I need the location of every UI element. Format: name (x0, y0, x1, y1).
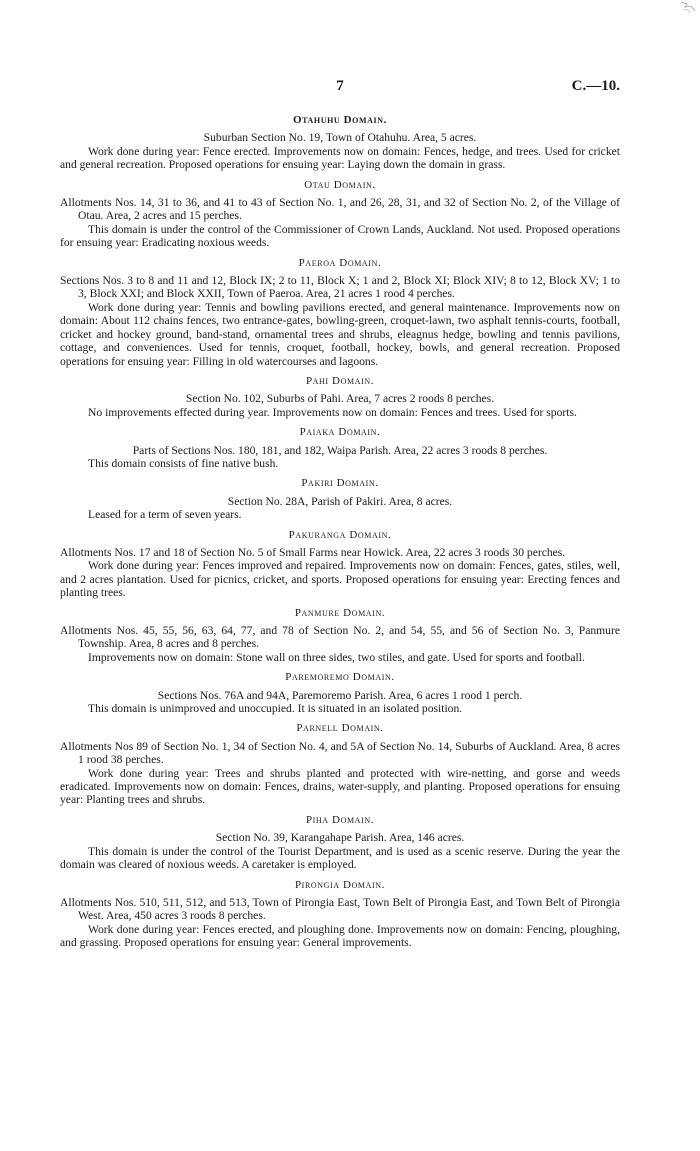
domain-section-pakiri (60, 477, 620, 521)
section-description: Parts of Sections Nos. 180, 181, and 182, Waipa Parish. Area, 22 acres 3 roods 8 perches. (132, 443, 548, 457)
domain-section-panmure (60, 607, 620, 665)
section-description: Allotments Nos. 510, 511, 512, and 513, Town of Pirongia East, Town Belt of Pirongia East, and Town Belt of Pirongia West. Area, 450 acres 3 roods 8 perches. (60, 895, 620, 923)
section-title: Paremoremo Domain. (285, 671, 395, 684)
section-title: Pahi Domain. (305, 374, 375, 387)
section-description: Allotments Nos. 45, 55, 56, 63, 64, 77, and 78 of Section No. 2, and 54, 55, and 56 of Section No. 3, Panmure Township. Area, 8 acres and 8 perches. (60, 624, 620, 651)
section-paragraph: No improvements effected during year. Improvements now on domain: Fences and trees. Used for sports. (88, 405, 577, 419)
domain-section-otau (60, 179, 620, 250)
domain-section-pirongia (60, 879, 620, 950)
section-title: Otau Domain. (304, 178, 376, 191)
domain-section-otahuhu (60, 114, 620, 172)
section-paragraph: Work done during year: Fence erected. Improvements now on domain: Fences, hedge, and trees. Used for cricket and general recreation. Proposed operations for ensuing year: Laying down the domain in grass. (60, 144, 620, 172)
section-paragraph: Work done during year: Fences improved and repaired. Improvements now on domain: Fences, gates, stiles, well, and 2 acres plantation. Used for picnics, cricket, and sports. Proposed operations for ensuing year: Erecting fences and planting trees. (60, 559, 620, 600)
document-code: C.—10. (571, 78, 620, 94)
section-description: Sections Nos. 76A and 94A, Paremoremo Parish. Area, 6 acres 1 rood 1 perch. (157, 688, 523, 702)
domain-section-paeroa (60, 257, 620, 368)
section-description: Section No. 102, Suburbs of Pahi. Area, 7 acres 2 roods 8 perches. (185, 392, 495, 406)
section-description: Allotments Nos 89 of Section No. 1, 34 of Section No. 4, and 5A of Section No. 14, Suburbs of Auckland. Area, 8 acres 1 rood 38 perches. (60, 739, 620, 767)
domain-section-paiaka (60, 426, 620, 470)
section-title: Pirongia Domain. (294, 878, 386, 891)
section-title: Pakiri Domain. (301, 477, 379, 490)
section-paragraph: Work done during year: Fences erected, and ploughing done. Improvements now on domain: Fencing, ploughing, and grassing. Proposed operations for ensuing year: General improvements. (60, 922, 620, 950)
domain-section-pahi (60, 375, 620, 419)
section-paragraph: This domain consists of fine native bush. (88, 456, 279, 470)
section-paragraph: Leased for a term of seven years. (88, 508, 242, 522)
section-title: Pakuranga Domain. (288, 528, 392, 541)
section-title: Parnell Domain. (296, 722, 384, 735)
section-description: Suburban Section No. 19, Town of Otahuhu. Area, 5 acres. (203, 131, 477, 145)
page-number: 7 (336, 78, 344, 94)
section-paragraph: Work done during year: Trees and shrubs planted and protected with wire-netting, and gorse and weeds eradicated. Improvements now on domain: Fences, drains, water-supply, and planting. Proposed operations for ensuing year: Planting trees and shrubs. (60, 766, 620, 807)
section-paragraph: This domain is unimproved and unoccupied. It is situated in an isolated position. (88, 702, 463, 716)
section-paragraph: Improvements now on domain: Stone wall on three sides, two stiles, and gate. Used for sports and football. (88, 650, 585, 664)
section-description: Section No. 28A, Parish of Pakiri. Area, 8 acres. (227, 494, 453, 508)
domain-section-piha (60, 814, 620, 872)
section-description: Sections Nos. 3 to 8 and 11 and 12, Block IX; 2 to 11, Block X; 1 and 2, Block XI; Block XIV; 8 to 12, Block XV; 1 to 3, Block XXI; and Block XXII, Town of Paeroa. Area, 21 acres 1 rood 4 perches. (60, 274, 620, 301)
section-description: Allotments Nos. 14, 31 to 36, and 41 to 43 of Section No. 1, and 26, 28, 31, and 32 of Section No. 2, of the Village of Otau. Area, 2 acres and 15 perches. (60, 196, 620, 223)
domain-section-paremoremo (60, 671, 620, 715)
section-paragraph: This domain is under the control of the Tourist Department, and is used as a scenic reserve. During the year the domain was cleared of noxious weeds. A caretaker is employed. (60, 844, 620, 872)
document-page (60, 80, 620, 957)
domain-section-parnell (60, 722, 620, 806)
section-title: Paeroa Domain. (298, 256, 382, 269)
section-paragraph: Work done during year: Tennis and bowling pavilions erected, and general maintenance. Improvements now on domain: About 112 chains fences, two entrance-gates, bowling-green, croquet-lawn, two asphalt tennis-courts, football, cricket and hockey ground, band-stand, ornamental trees and shrubs, eleagnus hedge, bowling and tennis pavilions, cottage, and conveniences. Used for tennis, croquet, football, hockey, bowls, and general recreation. Proposed operations for ensuing year: Filling in old watercourses and lagoons. (60, 300, 620, 368)
section-title: Otahuhu Domain. (293, 114, 387, 126)
section-description: Allotments Nos. 17 and 18 of Section No. 5 of Small Farms near Howick. Area, 22 acres 3 roods 30 perches. (60, 545, 566, 559)
section-paragraph: This domain is under the control of the Commissioner of Crown Lands, Auckland. Not used. Proposed operations for ensuing year: Eradicating noxious weeds. (60, 222, 620, 250)
section-description: Section No. 39, Karangahape Parish. Area, 146 acres. (215, 831, 465, 845)
section-title: Piha Domain. (305, 813, 375, 826)
domain-section-pakuranga (60, 529, 620, 600)
scan-artifact-icon (679, 0, 697, 14)
page-header (60, 80, 620, 100)
section-title: Panmure Domain. (294, 606, 386, 619)
section-title: Paiaka Domain. (299, 426, 381, 439)
